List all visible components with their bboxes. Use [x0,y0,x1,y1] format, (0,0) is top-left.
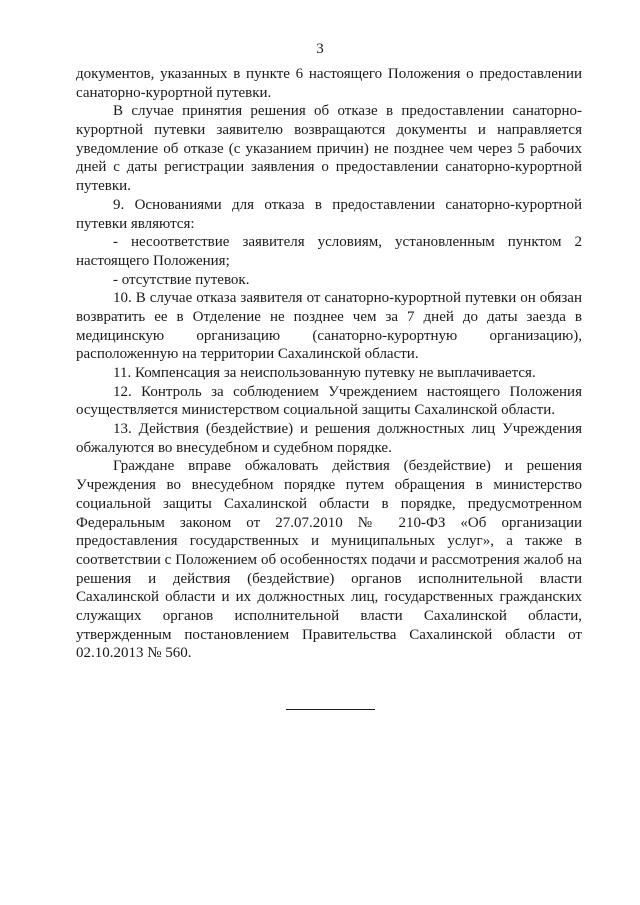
text-line: - несоответствие заявителя условиям, установленным пунктом 2 [113,234,582,251]
text-line: курортной путевки заявителю возвращаются документы и направляется [76,122,582,139]
text-line: настоящего Положения; [76,252,230,269]
text-line: путевки являются: [76,215,195,232]
text-line: утвержденным постановлением Правительства Сахалинской области от [76,626,582,643]
text-line: 9. Основаниями для отказа в предоставлении санаторно-курортной [113,196,582,213]
text-line: обжалуются во внесудебном и судебном порядке. [76,439,392,456]
text-line: уведомление об отказе (с указанием причин) не позднее чем через 5 рабочих [76,140,582,157]
text-line: санаторно-курортной путевки. [76,84,272,101]
text-line: - отсутствие путевок. [113,271,250,288]
text-line: возвратить ее в Отделение не позднее чем за 7 дней до даты заезда в [76,308,582,325]
text-line: 13. Действия (бездействие) и решения должностных лиц Учреждения [113,421,582,438]
text-line: медицинскую организацию (санаторно-курортную организацию), [76,327,582,344]
text-line: решения и действия (бездействие) органов исполнительной власти [76,570,582,587]
text-line: дней с даты регистрации заявления о предоставлении санаторно-курортной [76,159,582,176]
text-line: служащих органов исполнительной власти Сахалинской области, [76,607,582,624]
text-line: Учреждения во внесудебном порядке путем обращения в министерство [76,477,582,494]
text-line: В случае принятия решения об отказе в предоставлении санаторно- [113,103,582,120]
text-line: осуществляется министерством социальной защиты Сахалинской области. [76,402,556,419]
page-number: 3 [316,41,324,57]
text-line: расположенную на территории Сахалинской области. [76,346,419,363]
text-line: документов, указанных в пункте 6 настоящего Положения о предоставлении [76,66,582,82]
text-line: 10. В случае отказа заявителя от санаторно-курортной путевки он обязан [113,290,582,307]
document-body [76,65,582,663]
text-line: социальной защиты Сахалинской области в порядке, предусмотренном [76,495,582,512]
text-line: предоставления государственных и муниципальных услуг», а также в [76,533,582,550]
text-line: Граждане вправе обжаловать действия (бездействие) и решения [113,458,582,475]
text-line: Сахалинской области и их должностных лиц, государственных гражданских [76,589,582,606]
closing-separator-line [286,709,375,710]
text-line: соответствии с Положением об особенностях подачи и рассмотрения жалоб на [76,551,582,568]
text-line: 12. Контроль за соблюдением Учреждением настоящего Положения [113,383,582,400]
text-line: путевки. [76,178,131,195]
text-line: 02.10.2013 № 560. [76,645,192,662]
text-line: Федеральным законом от 27.07.2010 № 210-ФЗ «Об организации [76,514,582,531]
text-line: 11. Компенсация за неиспользованную путевку не выплачивается. [113,365,536,381]
